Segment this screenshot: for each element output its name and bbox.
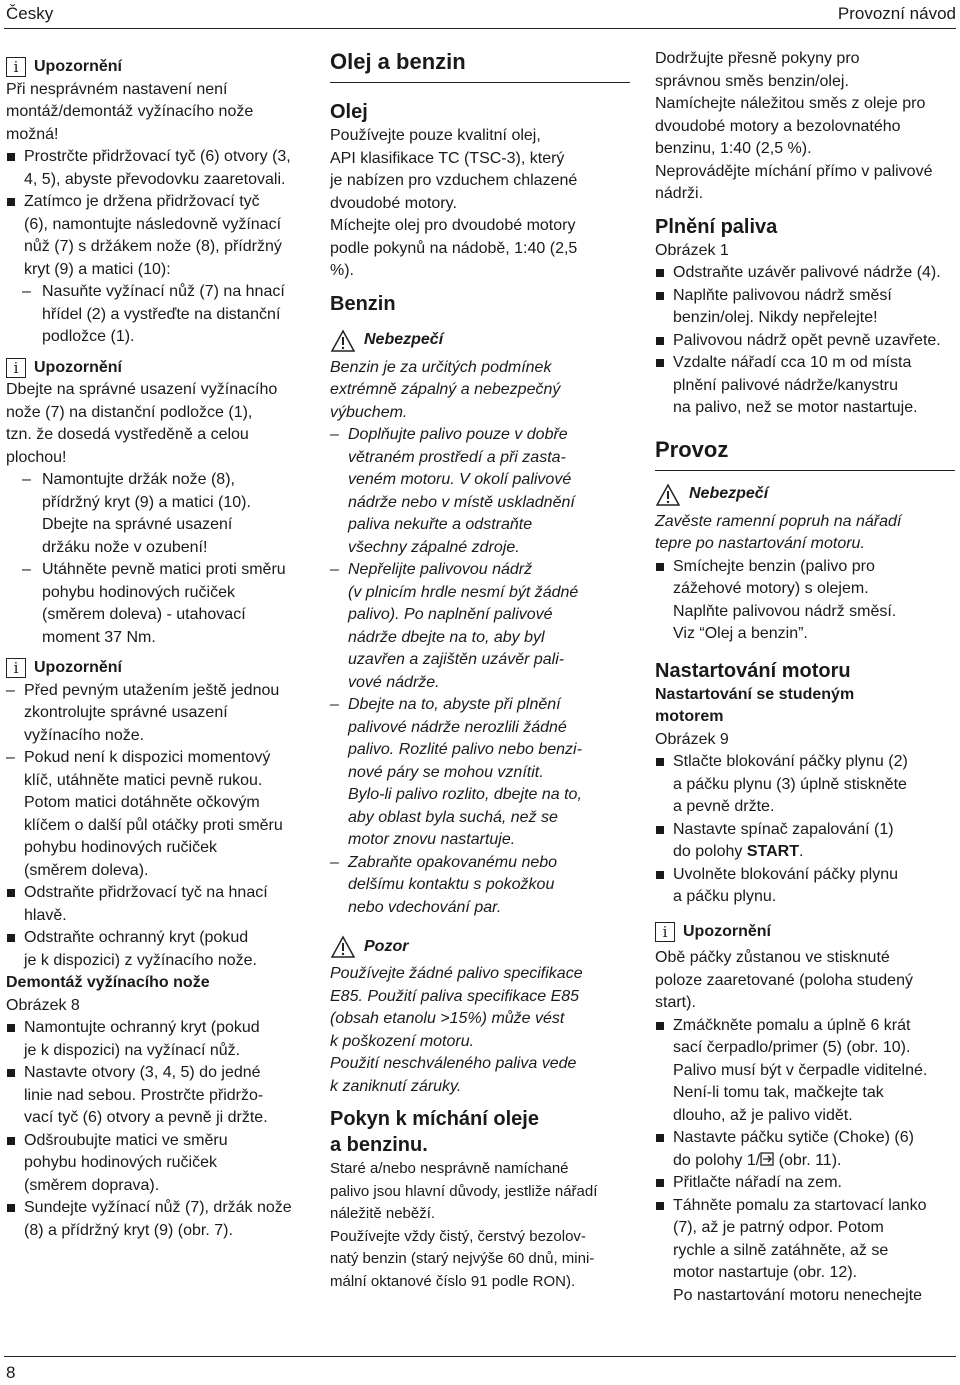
text-line: dvoudobé motory a bezolovnatého xyxy=(655,117,901,135)
text-line: nože (7) na distanční podložce (1), xyxy=(6,403,253,421)
text-line: Není-li tomu tak, mačkejte tak xyxy=(673,1084,884,1101)
bullet-item xyxy=(6,927,306,972)
section-heading: Demontáž vyžínacího nože xyxy=(6,974,210,991)
text-line: %). xyxy=(330,262,354,279)
text-line: Sundejte vyžínací nůž (7), držák nože xyxy=(24,1199,292,1216)
info-icon: i xyxy=(6,358,26,378)
text-line: je nabízen pro vzduchem chlazené xyxy=(330,172,578,189)
figure-ref: Obrázek 1 xyxy=(655,241,729,259)
info-icon: i xyxy=(655,922,675,942)
bullet-item xyxy=(6,882,306,927)
caution-text xyxy=(330,963,630,1053)
bullet-item xyxy=(655,1015,955,1128)
page-number: 8 xyxy=(6,1363,16,1382)
column-2 xyxy=(330,48,630,1293)
text-line: Namíchejte náležitou směs z oleje pro xyxy=(655,95,926,112)
dash-item xyxy=(6,680,306,748)
text-line: Pokyn k míchání oleje xyxy=(330,1108,539,1130)
text-line: plochou! xyxy=(6,448,67,466)
bullet-item xyxy=(655,1195,955,1308)
dash-item xyxy=(6,469,306,559)
caution-heading xyxy=(330,935,630,959)
paragraph xyxy=(330,1226,630,1294)
text-line: – Namontujte držák nože (8), xyxy=(42,471,235,488)
note-text xyxy=(6,379,306,469)
text-line: dlouho, až je palivo vidět. xyxy=(673,1106,853,1124)
note-title: Upozornění xyxy=(683,922,771,940)
bullet-item xyxy=(6,191,306,281)
text-line: podle pokynů na nádobě, 1:40 (2,5 xyxy=(330,239,578,257)
text-line: všechny zápalné zdroje. xyxy=(348,538,520,556)
footer-rule xyxy=(4,1356,956,1357)
text-line: Dbejte na správné usazení vyžínacího xyxy=(6,381,278,398)
text-line: a páčku plynu (3) úplně stiskněte xyxy=(673,775,907,793)
info-icon: i xyxy=(6,57,26,77)
text-line: (směrem doleva). xyxy=(24,861,149,879)
bullet-item: Nastavte páčku sytiče (Choke) (6) do polohy 1/ (obr. 11). xyxy=(655,1127,955,1172)
text-line: delšímu kontaktu s pokožkou xyxy=(348,876,555,893)
text-line: moment 37 Nm. xyxy=(42,628,156,646)
text-line: Namontujte ochranný kryt (pokud xyxy=(24,1019,260,1036)
text-line: a páčku plynu. xyxy=(673,888,777,905)
text-line: Odstraňte ochranný kryt (pokud xyxy=(24,929,249,946)
figure-ref: Obrázek 8 xyxy=(6,996,80,1014)
text-line: Smíchejte benzin (palivo pro xyxy=(673,557,875,575)
text-line: palivo). Po naplnění palivové xyxy=(348,606,553,623)
text-line: linie nad sebou. Prostrčte přidržo- xyxy=(24,1086,264,1104)
text-line: Uvolněte blokování páčky plynu xyxy=(673,865,899,883)
paragraph xyxy=(330,125,630,215)
text-line: – Před pevným utažením ještě jednou xyxy=(24,681,280,699)
text-line: přídržný kryt (9) a matici (10). xyxy=(42,493,251,511)
text-line: k poškození motoru. xyxy=(330,1032,475,1050)
header-doc-title: Provozní návod xyxy=(837,4,956,23)
text-line: a pevně držte. xyxy=(673,798,775,815)
text-line: motor znovu nastartuje. xyxy=(348,831,516,848)
text-line: Nastartování se studeným xyxy=(655,685,855,703)
text-line: Odšroubujte matici ve směru xyxy=(24,1131,228,1149)
text-line: Táhněte pomalu za startovací lanko xyxy=(673,1196,927,1214)
text-line: Zmáčkněte pomalu a úplně 6 krát xyxy=(673,1016,911,1034)
subsection-title: Plnění paliva xyxy=(655,215,778,238)
caution-title: Pozor xyxy=(364,937,409,955)
title-rule xyxy=(655,470,955,471)
subsection-title: Benzin xyxy=(330,292,396,315)
dash-item xyxy=(6,559,306,649)
caution-text xyxy=(330,1053,630,1098)
text-line: palivové nádrže nerozlili žádné xyxy=(348,718,567,736)
text-line: Nastavte otvory (3, 4, 5) do jedné xyxy=(24,1064,261,1081)
text-line: Prostrčte přidržovací tyč (6) otvory (3, xyxy=(24,148,291,165)
text-line: a benzinu. xyxy=(330,1134,428,1156)
text-line: k zaniknutí záruky. xyxy=(330,1077,462,1095)
text-line: Používejte žádné palivo specifikace xyxy=(330,965,583,982)
text-line: větraném prostředí a při zasta- xyxy=(348,448,566,466)
figure-ref: Obrázek 9 xyxy=(655,730,729,748)
text-line: pohybu hodinových ručiček xyxy=(24,1154,218,1171)
text-line: uzavřen a zajištěn uzávěr pali- xyxy=(348,651,565,668)
dash-item xyxy=(6,747,306,882)
text-line: Při nesprávném nastavení není xyxy=(6,80,228,98)
text-line: extrémně zápalný a nebezpečný xyxy=(330,381,561,398)
bullet-item xyxy=(655,352,955,420)
paragraph xyxy=(655,161,955,206)
info-icon: i xyxy=(6,658,26,678)
text-line: správnou směs benzin/olej. xyxy=(655,72,849,90)
text-line: palivo. Rozlité palivo nebo benzi- xyxy=(348,741,582,758)
text-line: API klasifikace TC (TSC-3), který xyxy=(330,149,565,167)
text-line: benzin/olej. Nikdy nepřelejte! xyxy=(673,309,878,326)
dash-item xyxy=(330,559,630,694)
text-line: pohybu hodinových ručiček xyxy=(24,839,218,856)
text-line: Dbejte na správné usazení xyxy=(42,516,233,533)
danger-heading xyxy=(330,329,630,353)
text-line: na palivo, než se motor nastartuje. xyxy=(673,399,918,416)
text-line: klíčem o další půl otáčky proti směru xyxy=(24,816,283,834)
text-line: Bylo-li palivo rozlito, dbejte na to, xyxy=(348,786,582,803)
text-line: nůž (7) s držákem nože (8), přídržný xyxy=(24,238,282,255)
text-line: rychle a silně zatáhněte, až se xyxy=(673,1241,889,1259)
text-line: 4, 5), abyste převodovku zaaretovali. xyxy=(24,170,286,188)
text-line: Stlačte blokování páčky plynu (2) xyxy=(673,753,908,770)
paragraph xyxy=(655,48,955,93)
warning-triangle-icon xyxy=(655,483,681,507)
note-title: Upozornění xyxy=(34,58,122,75)
text-line: (směrem doleva) - utahovací xyxy=(42,606,246,623)
text-line: poloze zaaretované (poloha studený xyxy=(655,971,913,989)
text-line: nádrže dbejte na to, aby byl xyxy=(348,628,545,646)
note-title: Upozornění xyxy=(34,358,122,376)
text-line: zážehové motory) s olejem. xyxy=(673,580,869,597)
dash-item xyxy=(330,424,630,559)
bullet-item xyxy=(6,1130,306,1198)
text-line: možná! xyxy=(6,125,59,143)
header-language: Česky xyxy=(6,4,54,23)
text-line: Odstraňte uzávěr palivové nádrže (4). xyxy=(673,264,941,281)
text-line: Palivo musí být v čerpadle viditelné. xyxy=(673,1061,928,1079)
text-line: (směrem doprava). xyxy=(24,1176,160,1194)
dash-item xyxy=(330,852,630,920)
dash-item xyxy=(330,694,630,852)
text-line: nové páry se mohou vznítit. xyxy=(348,763,544,781)
bullet-item xyxy=(655,751,955,819)
text-line: hlavě. xyxy=(24,906,67,924)
text-line: veném motoru. V okolí palivové xyxy=(348,471,572,488)
text-line: Zatímco je držena přidržovací tyč xyxy=(24,193,260,210)
danger-title: Nebezpečí xyxy=(364,331,444,349)
text-line: benzinu, 1:40 (2,5 %). xyxy=(655,140,812,157)
text-line: Viz “Olej a benzin”. xyxy=(673,625,808,642)
bullet-item xyxy=(655,285,955,330)
text-line: klíč, utáhněte matici pevně rukou. xyxy=(24,771,263,789)
text-line: je k dispozici) z vyžínacího nože. xyxy=(24,951,257,969)
text-line: nádrži. xyxy=(655,185,704,202)
title-rule xyxy=(330,82,630,83)
text-line: (6), namontujte následovně vyžínací xyxy=(24,215,282,233)
text-line: dvoudobé motory. xyxy=(330,194,457,212)
paragraph xyxy=(655,93,955,161)
section-title: Provoz xyxy=(655,436,729,462)
subsection-title xyxy=(330,1106,630,1158)
text-line: paliva nekuřte a odstraňte xyxy=(348,516,533,533)
text-line: vací tyč (6) otvory a pevně ji držte. xyxy=(24,1109,268,1126)
text-line: (8) a přídržný kryt (9) (obr. 7). xyxy=(24,1221,233,1239)
text-line: – Nepřelijte palivovou nádrž xyxy=(348,561,533,578)
text-line: držáku nože v ozubení! xyxy=(42,538,208,556)
text-line: Neprovádějte míchání přímo v palivové xyxy=(655,162,933,180)
text-line: vyžínacího nože. xyxy=(24,726,145,744)
bullet-item xyxy=(6,146,306,191)
text-line: Používejte vždy čistý, čerstvý bezolov- xyxy=(330,1227,586,1245)
header-rule xyxy=(4,28,956,29)
text-line: – Nasuňte vyžínací nůž (7) na hnací xyxy=(42,283,285,300)
bullet-item xyxy=(6,1017,306,1062)
text-line: montáž/demontáž vyžínacího nože xyxy=(6,103,254,120)
bullet-item xyxy=(655,556,955,646)
bullet-item xyxy=(6,1062,306,1130)
text-line: (obsah etanolu >15%) může vést xyxy=(330,1010,565,1027)
text-line: podložce (1). xyxy=(42,328,135,345)
text-line: plnění palivové nádrže/kanystru xyxy=(673,376,899,394)
text-line: náležitě neběží. xyxy=(330,1205,436,1222)
text-line: pohybu hodinových ručiček xyxy=(42,583,236,601)
subsection-title: Nastartování motoru xyxy=(655,659,851,682)
note-text xyxy=(655,947,955,1015)
text-line: (7), až je patrný odpor. Potom xyxy=(673,1219,884,1236)
text-line: – Dbejte na to, abyste při plnění xyxy=(348,696,561,713)
text-line: kryt (9) a matici (10): xyxy=(24,260,171,278)
bullet-item: Nastavte spínač zapalování (1) do polohy START. xyxy=(655,819,955,864)
text-line: tepre po nastartování motoru. xyxy=(655,535,865,552)
subsection-heading xyxy=(655,684,955,729)
text-line: Použití neschváleného paliva vede xyxy=(330,1055,577,1072)
text-line: Odstraňte přidržovací tyč na hnací xyxy=(24,884,268,901)
danger-text xyxy=(655,511,955,556)
text-line: nebo vdechování par. xyxy=(348,898,502,916)
text-line: Naplňte palivovou nádrž směsí. xyxy=(673,602,897,620)
text-line: Používejte pouze kvalitní olej, xyxy=(330,127,541,144)
section-title: Olej a benzin xyxy=(330,49,466,74)
text-line: aby oblast byla suchá, než se xyxy=(348,808,558,826)
choke-icon xyxy=(760,1152,774,1166)
text-line: Dodržujte přesně pokyny pro xyxy=(655,50,860,67)
text-line: Benzin je za určitých podmínek xyxy=(330,358,552,376)
text-line: tzn. že dosedá vystředěně a celou xyxy=(6,426,249,443)
text-line: motorem xyxy=(655,708,724,725)
column-1 xyxy=(6,48,306,1242)
danger-title: Nebezpečí xyxy=(689,485,769,503)
note-heading xyxy=(655,921,955,944)
note-title: Upozornění xyxy=(34,659,122,676)
text-line: palivo jsou hlavní důvody, jestliže nářadí xyxy=(330,1182,598,1200)
text-line: Vzdalte nářadí cca 10 m od místa xyxy=(673,354,912,371)
text-line: start). xyxy=(655,994,696,1011)
warning-triangle-icon xyxy=(330,935,356,959)
text-line: Obě páčky zůstanou ve stisknuté xyxy=(655,949,890,966)
paragraph xyxy=(330,1158,630,1226)
note-heading xyxy=(6,56,306,79)
text-line: – Doplňujte palivo pouze v dobře xyxy=(348,426,568,443)
bullet-item xyxy=(655,330,955,353)
paragraph xyxy=(330,215,630,283)
text-line: sací čerpadlo/primer (5) (obr. 10). xyxy=(673,1039,911,1056)
bullet-item xyxy=(655,262,955,285)
text-line: natý benzin (starý nejvýše 60 dnů, mini- xyxy=(330,1250,595,1267)
text-line: Palivovou nádrž opět pevně uzavřete. xyxy=(673,331,941,349)
column-3 xyxy=(655,48,955,1307)
bullet-item xyxy=(655,864,955,909)
note-heading xyxy=(6,657,306,680)
bullet-item xyxy=(6,1197,306,1242)
text-line: E85. Použití paliva specifikace E85 xyxy=(330,987,580,1005)
text-line: Naplňte palivovou nádrž směsí xyxy=(673,286,892,304)
text-line: Staré a/nebo nesprávně namíchané xyxy=(330,1160,569,1177)
text-line: zkontrolujte správné usazení xyxy=(24,704,228,721)
text-line: vové nádrže. xyxy=(348,673,440,691)
bullet-item xyxy=(655,1172,955,1195)
text-line: – Pokud není k dispozici momentový xyxy=(24,749,271,766)
danger-heading xyxy=(655,483,955,507)
text-line: nádrže nebo v místě uskladnění xyxy=(348,493,575,511)
dash-item xyxy=(6,281,306,349)
text-line: (v plnicím hrdle nesmí být žádné xyxy=(348,583,579,601)
warning-triangle-icon xyxy=(330,329,356,353)
text-line: motor nastartuje (obr. 12). xyxy=(673,1264,858,1281)
text-line: je k dispozici) na vyžínací nůž. xyxy=(24,1041,241,1059)
text-line: Přitlačte nářadí na zem. xyxy=(673,1174,842,1191)
text-line: – Utáhněte pevně matici proti směru xyxy=(42,561,286,578)
text-line: výbuchem. xyxy=(330,403,408,421)
text-line: – Zabraňte opakovanému nebo xyxy=(348,853,558,871)
danger-text xyxy=(330,357,630,425)
text-line: mální oktanové číslo 91 podle RON). xyxy=(330,1272,576,1290)
text-line: hřídel (2) a vystřeďte na distanční xyxy=(42,305,281,323)
subsection-title: Olej xyxy=(330,101,368,123)
note-text xyxy=(6,79,306,147)
note-heading xyxy=(6,357,306,380)
text-line: Míchejte olej pro dvoudobé motory xyxy=(330,217,576,234)
text-line: Po nastartování motoru nenechejte xyxy=(673,1286,923,1304)
text-line: Potom matici dotáhněte očkovým xyxy=(24,794,260,811)
text-line: Zavěste ramenní popruh na nářadí xyxy=(655,512,902,530)
